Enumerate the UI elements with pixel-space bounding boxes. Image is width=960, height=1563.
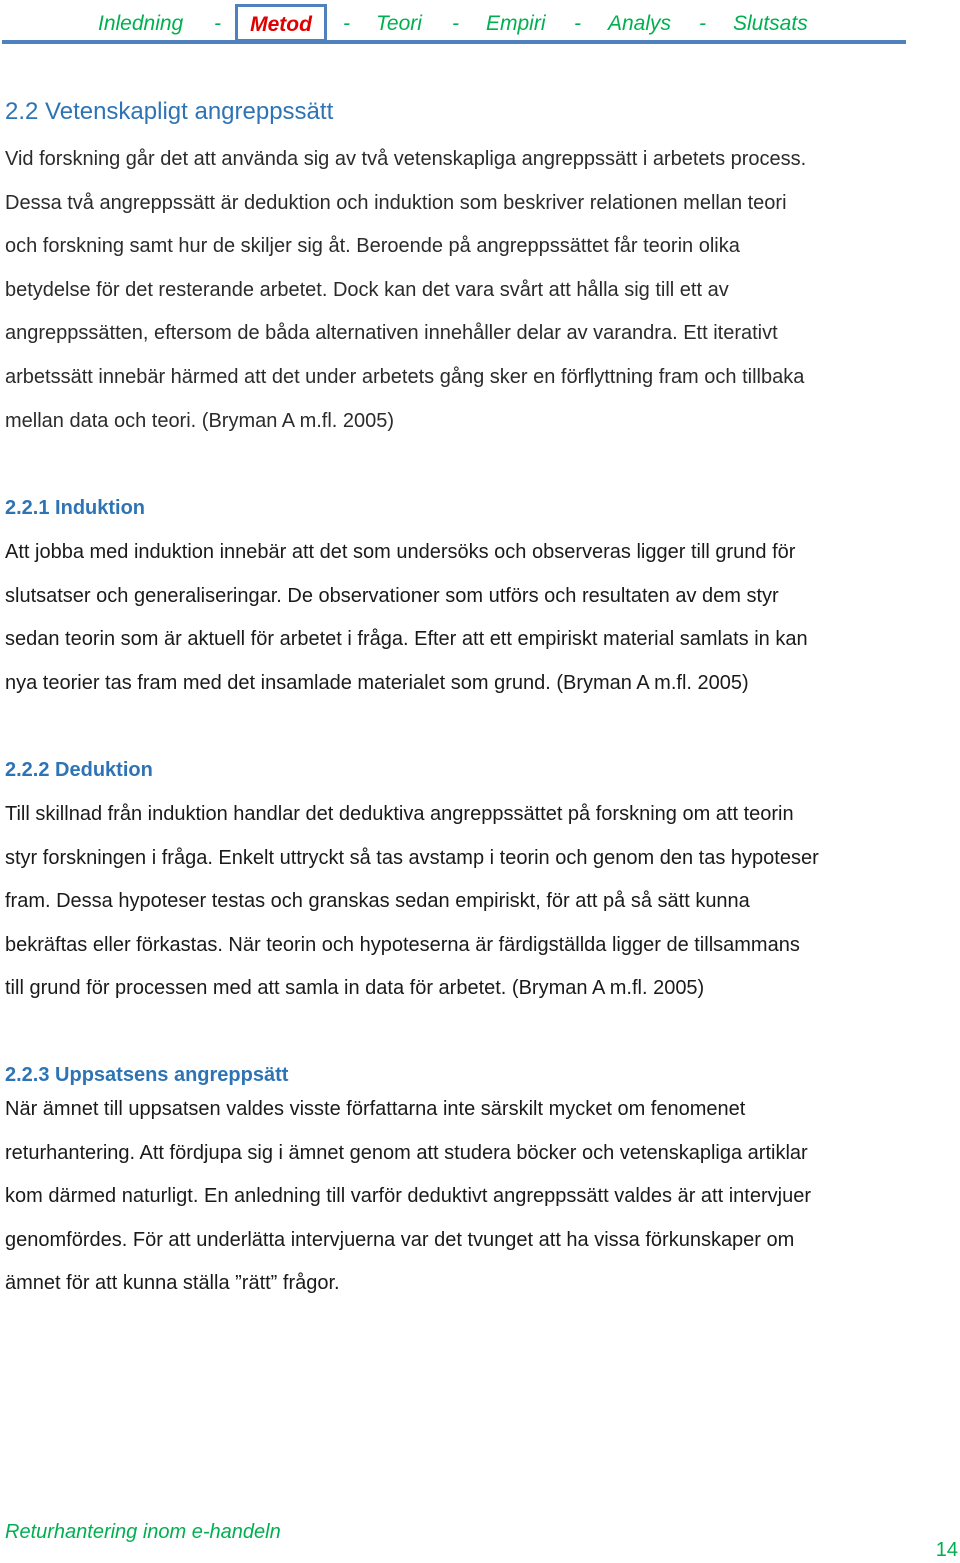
nav-item-teori[interactable]: Teori [376, 12, 422, 35]
paragraph-line: betydelse för det resterande arbetet. Dock kan det vara svårt att hålla sig till ett av [5, 278, 729, 301]
nav-separator: - [343, 12, 350, 35]
subsection-heading-deduktion: 2.2.2 Deduktion [5, 759, 153, 781]
paragraph-line: arbetssätt innebär härmed att det under arbetets gång sker en förflyttning fram och tillbaka [5, 365, 805, 388]
paragraph-line: och forskning samt hur de skiljer sig åt. Beroende på angreppssättet får teorin olika [5, 235, 740, 258]
subsection-heading-uppsats: 2.2.3 Uppsatsens angreppsätt [5, 1064, 289, 1086]
nav-separator: - [214, 12, 221, 35]
induktion-paragraph [5, 535, 905, 709]
paragraph-line: till grund för processen med att samla in data för arbetet. (Bryman A m.fl. 2005) [5, 977, 705, 1000]
nav-item-slutsats[interactable]: Slutsats [733, 12, 808, 35]
chapter-navigation [0, 0, 906, 46]
nav-item-analys[interactable]: Analys [608, 12, 672, 35]
paragraph-line: genomfördes. För att underlätta intervjuerna var det tvunget att ha vissa förkunskaper om [5, 1228, 795, 1251]
paragraph-line: fram. Dessa hypoteser testas och granskas sedan empiriskt, för att på så sätt kunna [5, 890, 750, 913]
paragraph-line: mellan data och teori. (Bryman A m.fl. 2005) [5, 409, 395, 432]
nav-separator: - [699, 12, 706, 35]
paragraph-line: slutsatser och generaliseringar. De observationer som utförs och resultaten av dem styr [5, 584, 779, 607]
nav-item-inledning[interactable]: Inledning [98, 12, 184, 35]
nav-separator: - [574, 12, 581, 35]
uppsats-paragraph [5, 1092, 905, 1310]
header-divider [2, 40, 906, 44]
paragraph-line: Till skillnad från induktion handlar det deduktiva angreppssättet på forskning om att teorin [5, 803, 794, 825]
paragraph-line: sedan teorin som är aktuell för arbetet i fråga. Efter att ett empiriskt material samlats in kan [5, 628, 808, 651]
section-paragraph [5, 142, 905, 447]
paragraph-line: Dessa två angreppssätt är deduktion och induktion som beskriver relationen mellan teori [5, 191, 787, 214]
paragraph-line: nya teorier tas fram med det insamlade materialet som grund. (Bryman A m.fl. 2005) [5, 671, 749, 694]
paragraph-line: När ämnet till uppsatsen valdes visste författarna inte särskilt mycket om fenomenet [5, 1098, 746, 1120]
paragraph-line: returhantering. Att fördjupa sig i ämnet genom att studera böcker och vetenskapliga artiklar [5, 1141, 808, 1164]
paragraph-line: ämnet för att kunna ställa ”rätt” frågor. [5, 1272, 340, 1295]
paragraph-line: Att jobba med induktion innebär att det som undersöks och observeras ligger till grund för [5, 541, 796, 563]
nav-item-empiri[interactable]: Empiri [486, 12, 546, 35]
paragraph-line: angreppssätten, eftersom de båda alternativen innehåller delar av varandra. Ett iterativt [5, 322, 778, 345]
deduktion-paragraph [5, 797, 905, 1015]
paragraph-line: kom därmed naturligt. En anledning till varför deduktivt angreppssätt valdes är att intervjuer [5, 1185, 811, 1208]
footer-document-title: Returhantering inom e-handeln [5, 1521, 281, 1543]
nav-item-metod-label: Metod [250, 13, 312, 36]
page-number: 14 [935, 1539, 958, 1561]
subsection-heading-induktion: 2.2.1 Induktion [5, 497, 146, 519]
nav-separator: - [452, 12, 459, 35]
paragraph-line: styr forskningen i fråga. Enkelt uttryckt så tas avstamp i teorin och genom den tas hypoteser [5, 846, 819, 869]
paragraph-line: Vid forskning går det att använda sig av två vetenskapliga angreppssätt i arbetets process. [5, 148, 807, 170]
paragraph-line: bekräftas eller förkastas. När teorin och hypoteserna är färdigställda ligger de tillsammans [5, 933, 800, 956]
nav-item-metod-active[interactable] [235, 4, 327, 42]
section-heading: 2.2 Vetenskapligt angreppssätt [5, 98, 334, 125]
